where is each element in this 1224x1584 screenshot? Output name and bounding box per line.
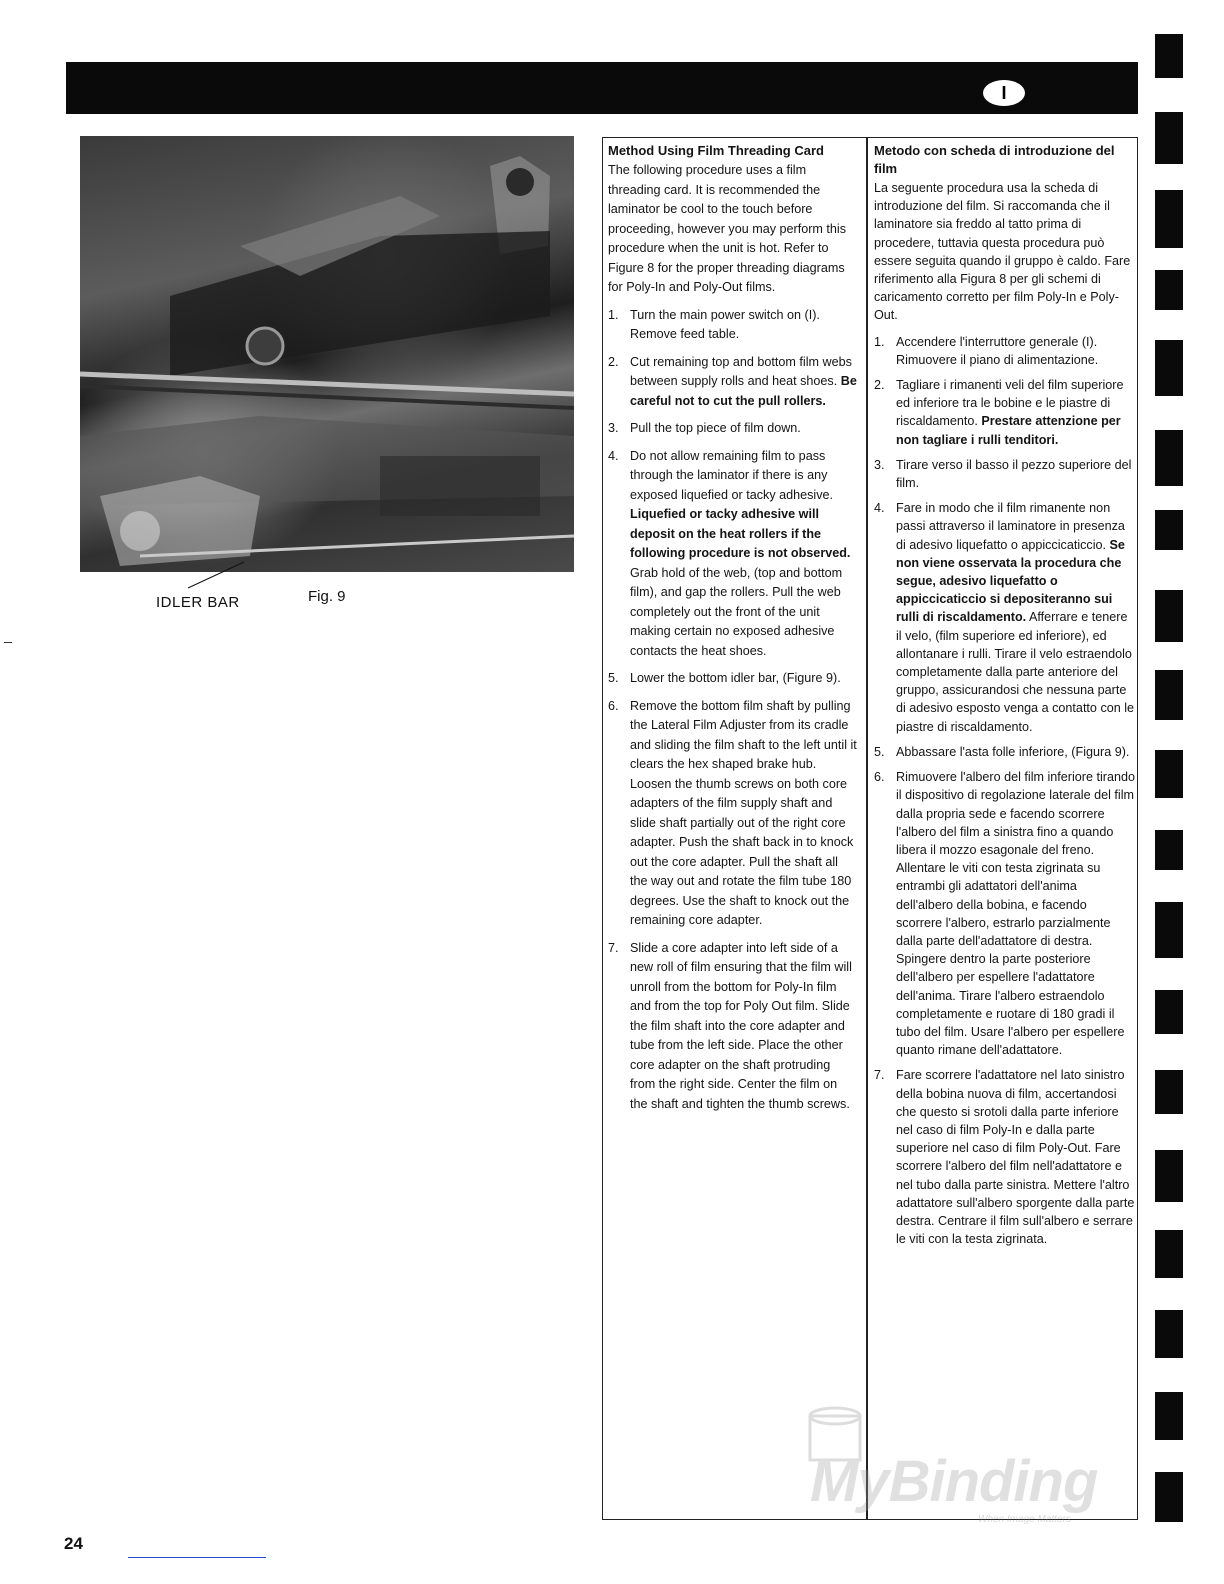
list-item: 5. Abbassare l'asta folle inferiore, (Figura 9). <box>874 744 1130 759</box>
watermark-logo <box>800 1396 1140 1536</box>
list-item: 4. Fare in modo che il film rimanente non passi attraverso il laminatore in presenza di adesivo liquefatto o appiccicaticcio. Se non viene osservata la procedura che segue, adesivo liquefatto o appiccicaticcio si depositeranno sui rulli di riscaldamento. Afferrare e tenere il velo, (film superiore ed inferiore), ed allontanare i rulli. Tirare il velo estraendolo completamente dalla parte anteriore del gruppo, assicurandosi che nessuna parte di adesivo esposto venga a contatto con le piastre di riscaldamento. <box>874 501 1135 734</box>
watermark-tagline: When Image Matters <box>978 1514 1071 1525</box>
page-number: 24 <box>64 1534 83 1553</box>
language-badge: I <box>983 80 1025 106</box>
english-intro: The following procedure uses a film threading card. It is recommended the laminator be cool to the touch before proceeding, however you may perform this procedure when the unit is hot. Refer to Figure 8 for the proper threading diagrams for Poly-In and Poly-Out films. <box>608 163 846 294</box>
bottom-underline <box>128 1557 266 1558</box>
list-item: 5. Lower the bottom idler bar, (Figure 9). <box>608 671 841 685</box>
list-item: 7. Fare scorrere l'adattatore nel lato sinistro della bobina nuova di film, accertandosi che questo si srotoli dalla parte inferiore nel caso di film Poly-In e dalla parte superiore nel caso di film Poly-Out. Fare scorrere l'albero del film nell'adattatore e nel tubo dalla parte sinistra. Mettere l'altro adattatore sull'albero sporgente dalla parte destra. Centrare il film sull'albero e serrare le viti con la testa zigrinata. <box>874 1068 1135 1247</box>
margin-tick <box>4 642 12 643</box>
list-item: 7. Slide a core adapter into left side of a new roll of film ensuring that the film will unroll from the bottom for Poly-In film and from the top for Poly Out film. Slide the film shaft into the core adapter and tube from the left side. Place the other core adapter on the shaft protruding from the right side. Center the film on the shaft and tighten the thumb screws. <box>608 940 852 1111</box>
list-item: 3. Tirare verso il basso il pezzo superiore del film. <box>874 457 1132 491</box>
italian-steps <box>874 333 1136 1249</box>
english-steps <box>608 306 858 1115</box>
list-item: 2. Tagliare i rimanenti veli del film superiore ed inferiore tra le bobine e le piastre di riscaldamento. Prestare attenzione per non tagliare i rulli tenditori. <box>874 378 1124 447</box>
list-item: 1. Accendere l'interruttore generale (I). Rimuovere il piano di alimentazione. <box>874 334 1099 367</box>
figure-caption: Fig. 9 <box>308 588 346 605</box>
list-item: 2. Cut remaining top and bottom film webs between supply rolls and heat shoes. Be careful not to cut the pull rollers. <box>608 354 857 408</box>
english-column <box>608 142 858 1122</box>
figure-9-photo <box>80 136 574 572</box>
italian-intro: La seguente procedura usa la scheda di introduzione del film. Si raccomanda che il laminatore sia freddo al tatto prima di procedere, tuttavia questa procedura può essere seguita quando il gruppo è caldo. Fare riferimento alla Figura 8 per gli schemi di caricamento corretto per film Poly-In e Poly-Out. <box>874 181 1131 323</box>
list-item: 1. Turn the main power switch on (I). Remove feed table. <box>608 307 820 341</box>
list-item: 6. Remove the bottom film shaft by pulling the Lateral Film Adjuster from its cradle and sliding the film shaft to the left until it clears the hex shaped brake hub. Loosen the thumb screws on both core adapters of the film supply shaft and slide shaft partially out of the right core adapter. Push the shaft back in to knock out the core adapter. Pull the shaft all the way out and rotate the film tube 180 degrees. Use the shaft to knock out the remaining core adapter. <box>608 698 857 927</box>
caution-text: Liquefied or tacky adhesive will deposit on the heat rollers if the following procedure is not observed. <box>630 507 851 560</box>
caution-text: Se non viene osservata la procedura che segue, adesivo liquefatto o appiccicaticcio si depositeranno sui rulli di riscaldamento. <box>896 537 1125 625</box>
list-item: 3. Pull the top piece of film down. <box>608 421 801 435</box>
watermark-brand: MyBinding <box>810 1449 1098 1514</box>
italian-heading: Metodo con scheda di introduzione del film <box>874 143 1115 176</box>
english-heading: Method Using Film Threading Card <box>608 143 824 158</box>
caution-text: Be careful not to cut the pull rollers. <box>630 374 857 408</box>
edge-index-marks <box>1155 30 1185 1530</box>
caution-text: Prestare attenzione per non tagliare i rulli tenditori. <box>896 414 1121 447</box>
column-divider <box>866 137 868 1520</box>
italian-column <box>874 142 1136 1255</box>
idler-bar-leader-line <box>186 560 246 590</box>
list-item: 6. Rimuovere l'albero del film inferiore tirando il dispositivo di regolazione laterale del film dalla propria sede e facendo scorrere l'albero del film a sinistra fino a quando libera il mozzo esagonale del freno. Allentare le viti con testa zigrinata su entrambi gli adattatori dell'anima dell'albero della bobina, e facendo scorrere l'albero, estrarlo parzialmente dalla parte dell'adattatore di destra. Spingere dentro la parte posteriore dell'albero per espellere l'adattatore dell'anima. Tirare l'albero estraendolo completamente e ruotare di 180 gradi il tubo del film. Usare l'albero per espellere quanto rimane dell'adattatore. <box>874 770 1135 1058</box>
idler-bar-label: IDLER BAR <box>156 594 240 611</box>
list-item: 4. Do not allow remaining film to pass through the laminator if there is any exposed liquefied or tacky adhesive. Liquefied or tacky adhesive will deposit on the heat rollers if the following procedure is not observed. Grab hold of the web, (top and bottom film), and gap the rollers. Pull the web completely out the front of the unit making certain no exposed adhesive contacts the heat shoes. <box>608 448 851 658</box>
header-bar <box>66 62 1138 114</box>
